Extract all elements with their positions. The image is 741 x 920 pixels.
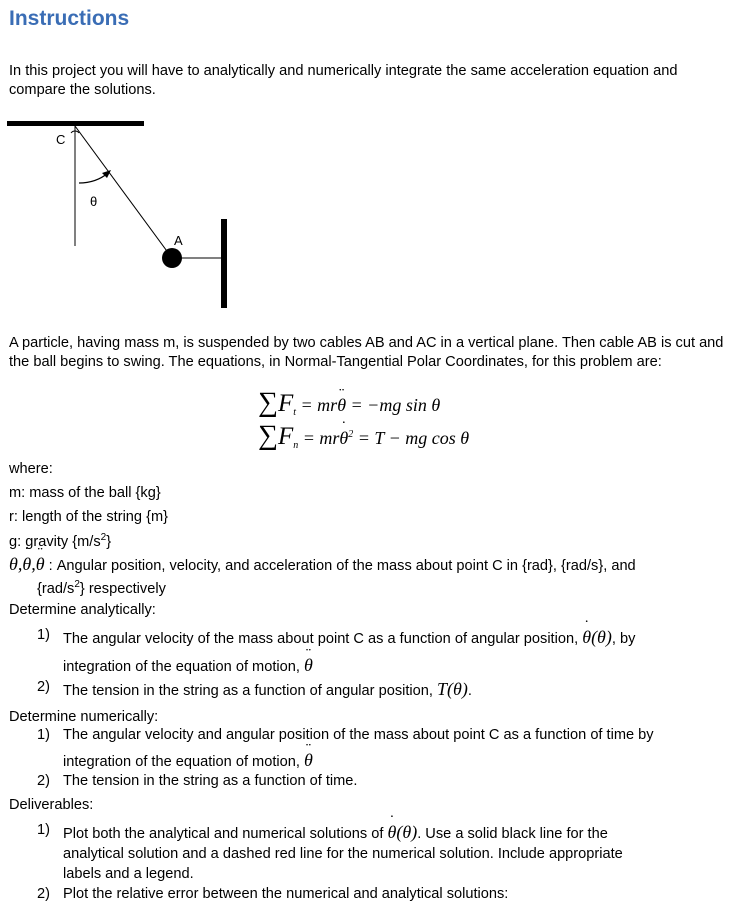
page-title: Instructions — [9, 7, 130, 30]
mass-ball — [162, 248, 182, 268]
var-g: g: gravity $\{m/s^2\}$ — [9, 532, 112, 550]
numeric-heading: Determine numerically: — [9, 709, 159, 725]
ceiling-bar — [7, 121, 144, 126]
equation-tangential: $\sum F_t$ = mr¨ θ = −mg sin θ — [258, 387, 440, 419]
deliverables-item2-number: 2) — [37, 886, 50, 902]
problem-paragraph: A particle, having mass m, is suspended by two cables AB and AC in a vertical plane. Then cable AB is cut and the ball begins to swing. The equations, in Normal-Tangential Polar Coordinates, for this problem are: — [9, 335, 724, 370]
var-m: m: mass of the ball {kg} — [9, 485, 161, 501]
label-theta: θ — [90, 194, 98, 209]
deliverables-item1-number: 1) — [37, 822, 50, 838]
analytic-item2-number: 2) — [37, 679, 50, 695]
wall-bar — [221, 219, 227, 308]
deliverables-item1-cont: analytical solution and a dashed red line for the numerical solution. Include appropriate — [63, 846, 623, 862]
equation-normal: $\sum F_n$ = mr˙ $\theta^2 = T$ − mg cos θ — [258, 420, 469, 452]
label-c: C — [56, 132, 66, 147]
deliverables-item1: Plot both the analytical and numerical solutions of ˙ θ(θ). Use a solid black line for the — [63, 822, 608, 843]
numeric-item1: The angular velocity and angular position of the mass about point C as a function of time by — [63, 727, 654, 743]
pendulum-diagram — [0, 115, 260, 315]
deliverables-item2: Plot the relative error between the numerical and analytical solutions: — [63, 886, 509, 902]
var-theta: θ,˙ θ,¨ θ : Angular position, velocity, and acceleration of the mass about point C in {rad}, {rad/s}, and — [9, 554, 636, 575]
deliverables-heading: Deliverables: — [9, 797, 94, 813]
numeric-item1-cont: integration of the equation of motion, ¨ θ — [63, 750, 313, 771]
var-theta-cont: $\{rad/s^2\}$ respectively — [37, 579, 166, 597]
var-r: r: length of the string {m} — [9, 509, 168, 525]
where-label: where: — [9, 461, 53, 477]
cable-ac — [75, 126, 172, 258]
numeric-item2: The tension in the string as a function of time. — [63, 773, 358, 789]
numeric-item2-number: 2) — [37, 773, 50, 789]
label-a: A — [174, 233, 183, 248]
analytic-item2: The tension in the string as a function of angular position, T(θ). — [63, 679, 472, 699]
analytic-item1-cont: integration of the equation of motion, ¨ θ — [63, 655, 313, 676]
analytic-item1-number: 1) — [37, 627, 50, 643]
numeric-item1-number: 1) — [37, 727, 50, 743]
deliverables-item1-cont2: labels and a legend. — [63, 866, 194, 882]
analytic-heading: Determine analytically: — [9, 602, 156, 618]
analytic-item1: The angular velocity of the mass about point C as a function of angular position, ˙ θ(θ), by — [63, 627, 635, 648]
intro-paragraph: In this project you will have to analytically and numerically integrate the same acceleration equation and compare the solutions. — [9, 63, 678, 98]
